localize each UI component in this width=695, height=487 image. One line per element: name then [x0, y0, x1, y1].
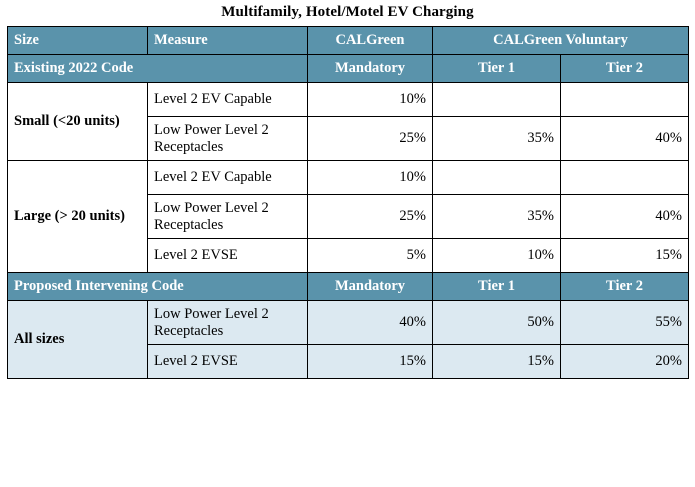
value-mandatory: 10%: [308, 161, 433, 195]
section-proposed-mandatory-label: Mandatory: [308, 273, 433, 301]
value-mandatory: 25%: [308, 117, 433, 161]
section-proposed-tier2-label: Tier 2: [561, 273, 689, 301]
value-tier1: 35%: [433, 117, 561, 161]
value-tier2: 40%: [561, 195, 689, 239]
measure-label: Level 2 EV Capable: [148, 83, 308, 117]
measure-label: Level 2 EV Capable: [148, 161, 308, 195]
section-label-existing: Existing 2022 Code: [8, 55, 308, 83]
value-tier1: [433, 161, 561, 195]
value-tier1: 35%: [433, 195, 561, 239]
size-label-large: Large (> 20 units): [8, 161, 148, 273]
value-mandatory: 40%: [308, 301, 433, 345]
ev-charging-table: [7, 26, 689, 379]
measure-label: Low Power Level 2 Receptacles: [148, 195, 308, 239]
value-tier2: [561, 161, 689, 195]
column-header-calgreen-voluntary: CALGreen Voluntary: [433, 27, 689, 55]
value-tier1: 50%: [433, 301, 561, 345]
section-header-row-existing: [8, 55, 689, 83]
section-existing-tier2-label: Tier 2: [561, 55, 689, 83]
section-proposed-tier1-label: Tier 1: [433, 273, 561, 301]
table-row: [8, 83, 689, 117]
table-row: [8, 161, 689, 195]
section-existing-mandatory-label: Mandatory: [308, 55, 433, 83]
value-tier1: [433, 83, 561, 117]
measure-label: Low Power Level 2 Receptacles: [148, 301, 308, 345]
section-header-row-proposed: [8, 273, 689, 301]
value-mandatory: 25%: [308, 195, 433, 239]
section-existing-tier1-label: Tier 1: [433, 55, 561, 83]
value-tier2: 15%: [561, 239, 689, 273]
measure-label: Level 2 EVSE: [148, 345, 308, 379]
value-mandatory: 5%: [308, 239, 433, 273]
value-tier2: [561, 83, 689, 117]
column-header-calgreen: CALGreen: [308, 27, 433, 55]
value-tier2: 20%: [561, 345, 689, 379]
size-label-all-sizes: All sizes: [8, 301, 148, 379]
value-mandatory: 10%: [308, 83, 433, 117]
page-title: Multifamily, Hotel/Motel EV Charging: [221, 4, 474, 20]
value-tier1: 10%: [433, 239, 561, 273]
table-header-row: [8, 27, 689, 55]
value-tier2: 55%: [561, 301, 689, 345]
table-row: [8, 301, 689, 345]
column-header-size: Size: [8, 27, 148, 55]
section-label-proposed: Proposed Intervening Code: [8, 273, 308, 301]
measure-label: Low Power Level 2 Receptacles: [148, 117, 308, 161]
measure-label: Level 2 EVSE: [148, 239, 308, 273]
value-tier1: 15%: [433, 345, 561, 379]
value-tier2: 40%: [561, 117, 689, 161]
column-header-measure: Measure: [148, 27, 308, 55]
value-mandatory: 15%: [308, 345, 433, 379]
size-label-small: Small (<20 units): [8, 83, 148, 161]
